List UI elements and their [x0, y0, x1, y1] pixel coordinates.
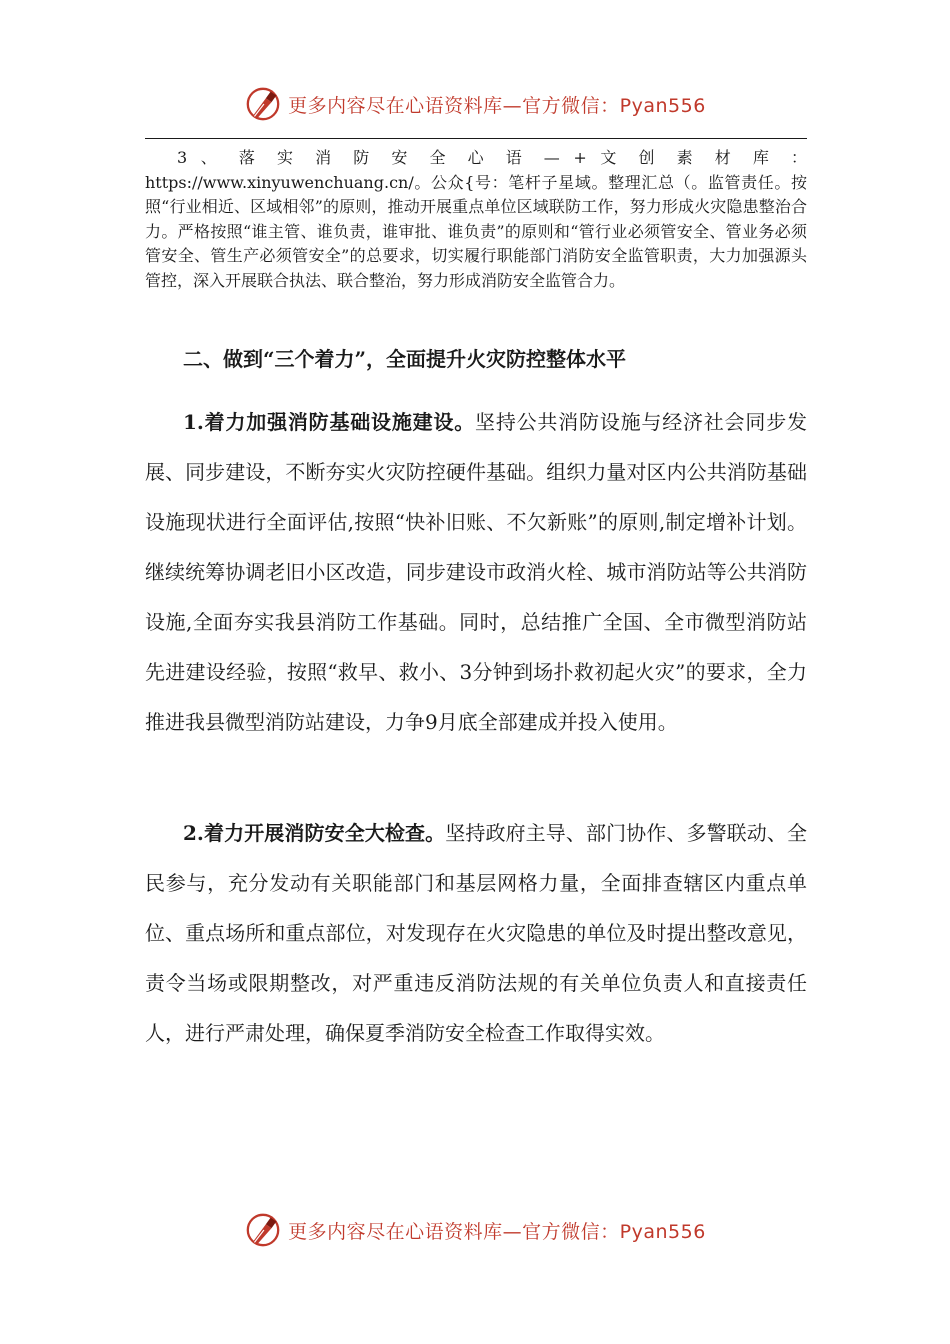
section-heading: 二、做到“三个着力”，全面提升火灾防控整体水平: [183, 347, 627, 371]
item-1-paragraph: [145, 397, 807, 747]
item-2-body: 坚持政府主导、部门协作、多警联动、全民参与，充分发动有关职能部门和基层网格力量，全面排查辖区内重点单位、重点场所和重点部位，对发现存在火灾隐患的单位及时提出整改意见，责令当场或限期整改，对严重违反消防法规的有关单位负责人和直接责任人，进行严肃处理，确保夏季消防安全检查工作取得实效。: [145, 821, 807, 1045]
paragraph-3: [145, 146, 807, 294]
item-1-lead: 1.着力加强消防基础设施建设。: [183, 410, 476, 434]
watermark-text: 更多内容尽在心语资料库—官方微信：Pyan556: [288, 94, 706, 117]
paragraph-3-text: 3 、 落 实 消 防 安 全 心 语 — + 文 创 素 材 库 ： https://www.xinyuwenchuang.cn/。公众{号：笔杆子星域。整理汇总（。监管责任。按照“行业相近、区域相邻”的原则，推动开展重点单位区域联防工作，努力形成火灾隐患整治合力。严格按照“谁主管、谁负责，谁审批、谁负责”的原则和“管行业必须管安全、管业务必须管安全、管生产必须管安全”的总要求，切实履行职能部门消防安全监管职责，大力加强源头管控，深入开展联合执法、联合整治，努力形成消防安全监管合力。: [145, 148, 807, 290]
item-2-lead: 2.着力开展消防安全大检查。: [183, 821, 446, 845]
pen-nib-logo-icon: [244, 85, 282, 123]
item-2-paragraph: [145, 808, 807, 1058]
header-divider: [145, 138, 807, 139]
header-watermark: [0, 84, 950, 124]
pen-nib-logo-icon: [244, 1211, 282, 1249]
footer-watermark: [0, 1210, 950, 1250]
watermark-text: 更多内容尽在心语资料库—官方微信：Pyan556: [288, 1220, 706, 1243]
item-1-body: 坚持公共消防设施与经济社会同步发展、同步建设，不断夯实火灾防控硬件基础。组织力量对区内公共消防基础设施现状进行全面评估,按照“快补旧账、不欠新账”的原则,制定增补计划。继续统筹协调老旧小区改造，同步建设市政消火栓、城市消防站等公共消防设施,全面夯实我县消防工作基础。同时，总结推广全国、全市微型消防站先进建设经验，按照“救早、救小、3分钟到场扑救初起火灾”的要求，全力推进我县微型消防站建设，力争9月底全部建成并投入使用。: [145, 410, 807, 734]
